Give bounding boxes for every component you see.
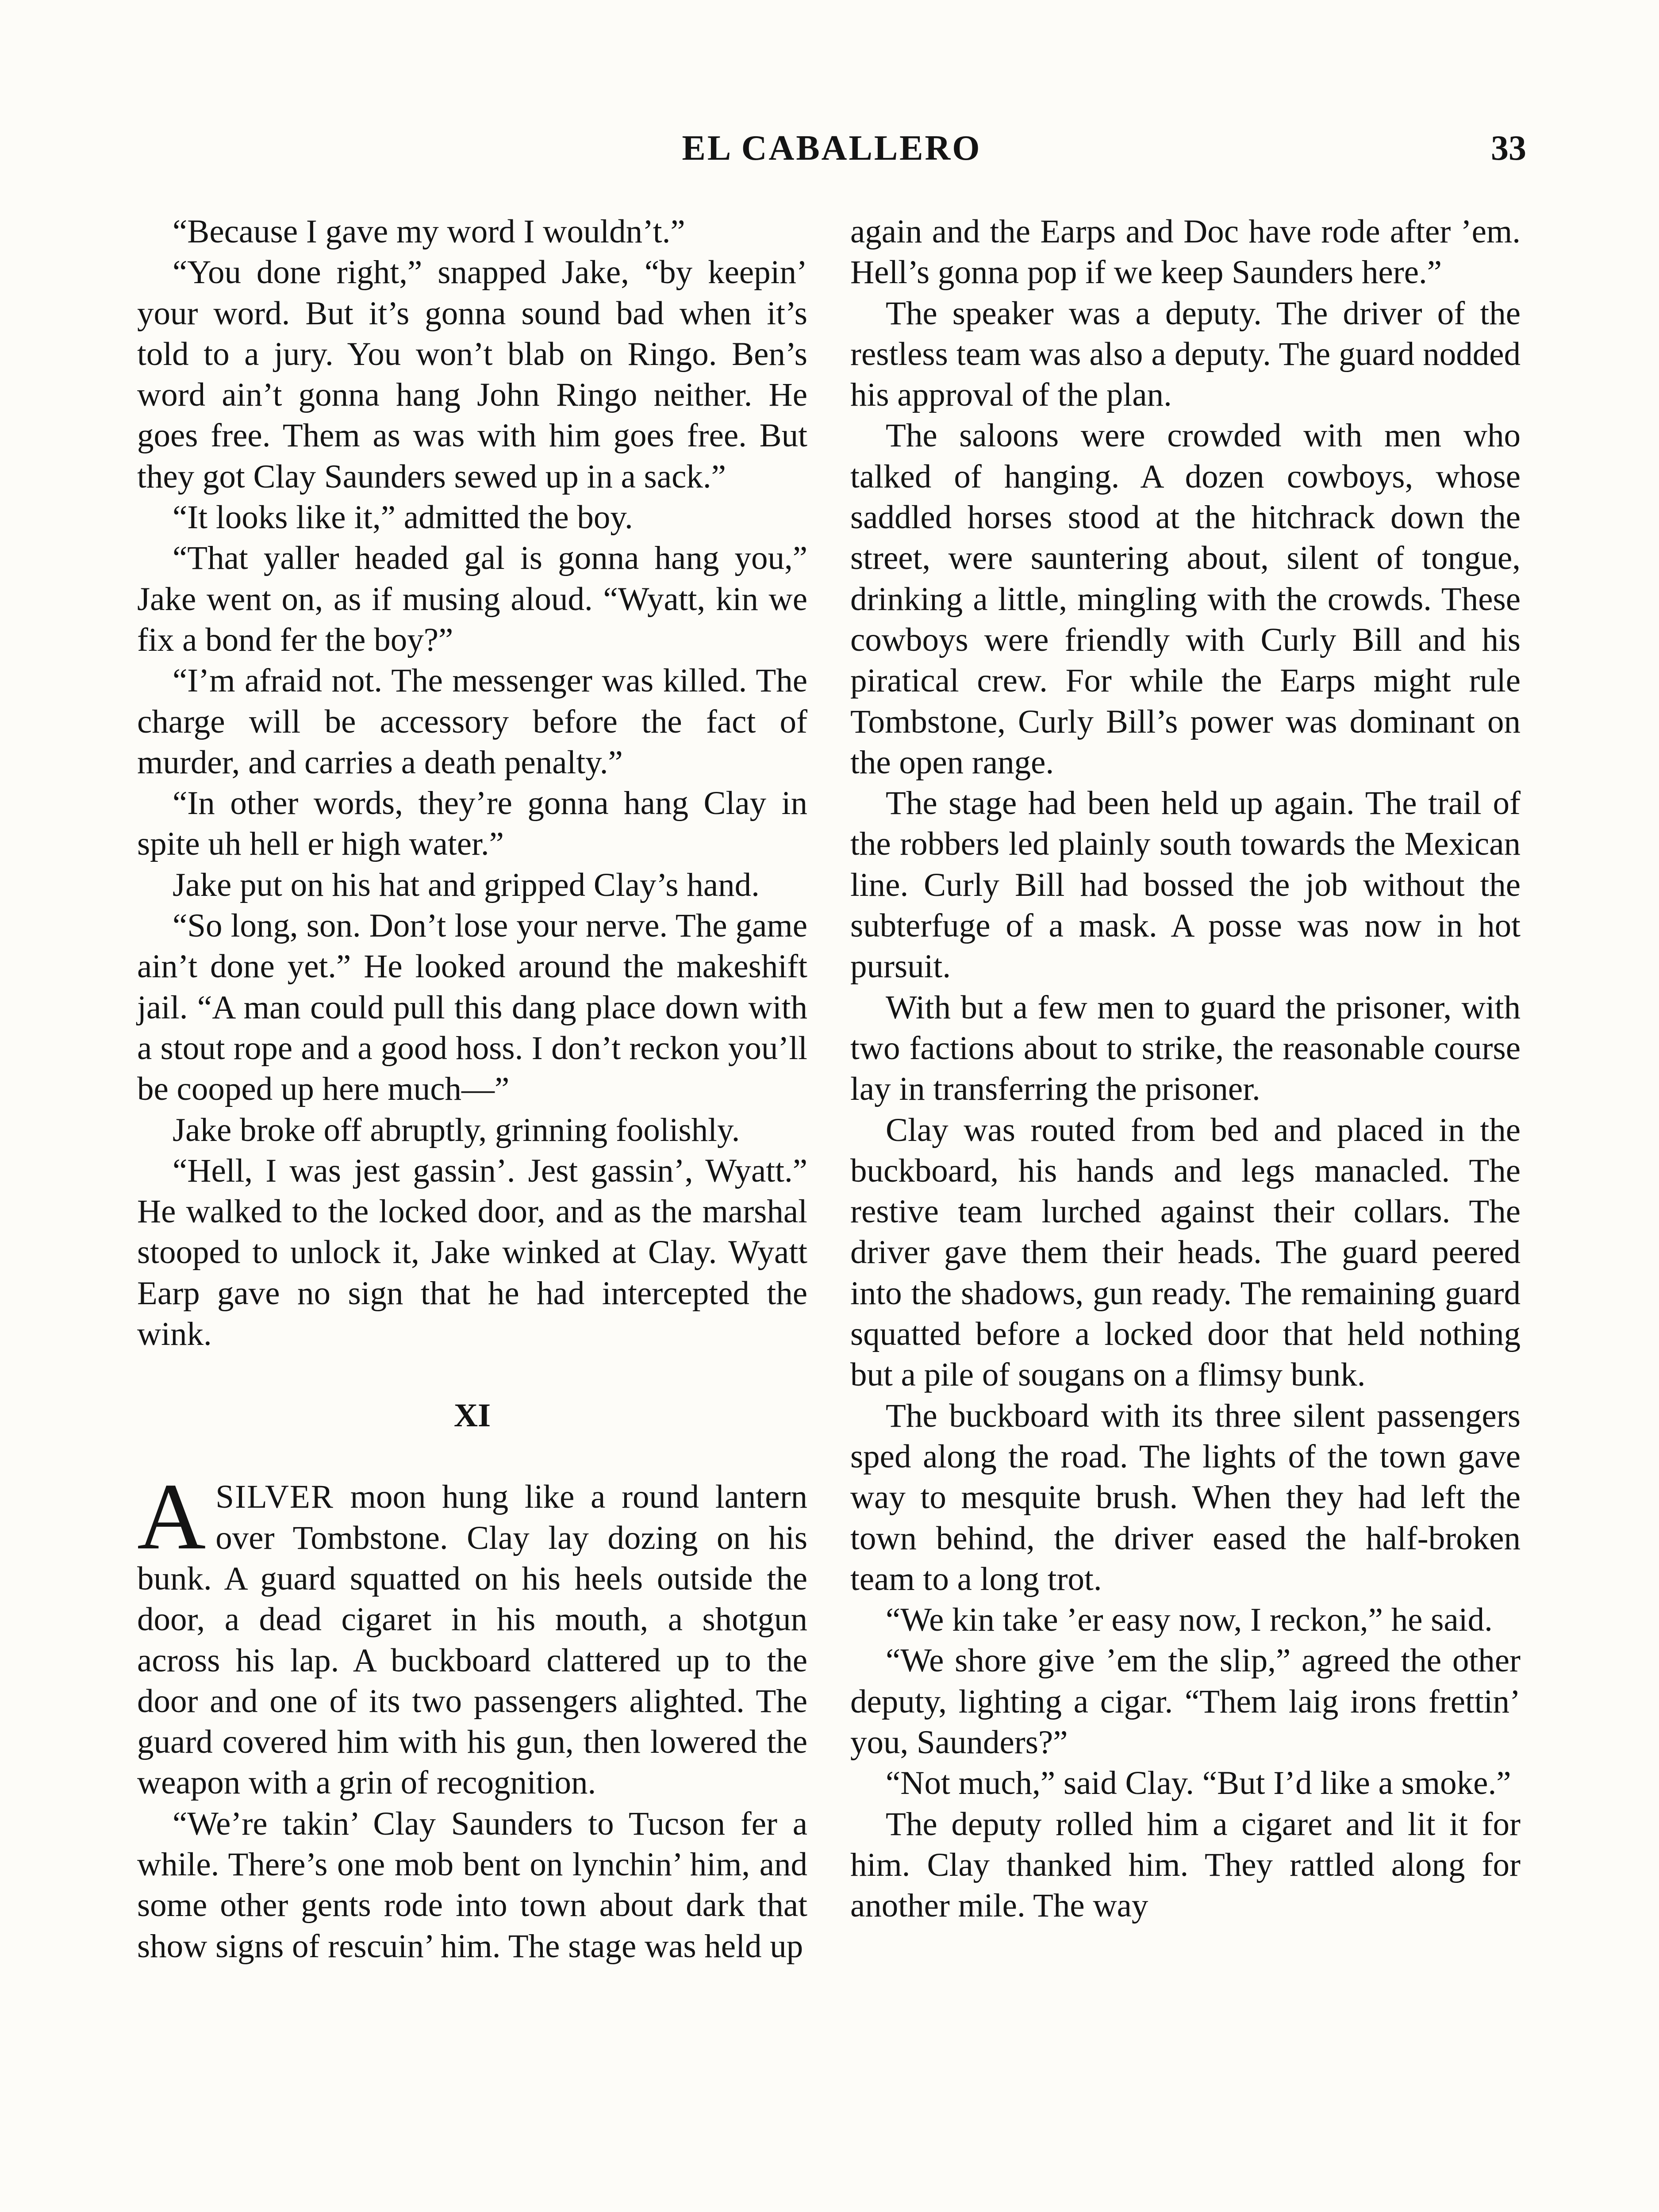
chapter-heading: XI bbox=[453, 1397, 491, 1434]
paragraph: Jake put on his hat and gripped Clay’s hand. bbox=[173, 866, 760, 903]
opening-smallcaps: SILVER bbox=[215, 1479, 334, 1516]
running-title: EL CABALLERO bbox=[682, 129, 982, 168]
paragraph: “We kin take ’er easy now, I reckon,” he said. bbox=[886, 1601, 1493, 1639]
drop-cap: A bbox=[137, 1463, 206, 1570]
opening-text: moon hung like a round lantern over Tombstone. Clay lay dozing on his bunk. A guard squatted on his heels outside the door, a dead cigaret in his mouth, a shotgun across his lap. A buckboard clattered up to the door and one of its two passengers alighted. The guard covered him with his gun, then lowered the weapon with a grin of recognition. bbox=[137, 1479, 807, 1801]
paragraph: Clay was routed from bed and placed in the buckboard, his hands and legs manacled. The restive team lurched against their collars. The driver gave them their heads. The guard peered into the shadows, gun ready. The remaining guard squatted before a locked door that held nothing but a pile of sougans on a flimsy bunk. bbox=[850, 1111, 1521, 1394]
paragraph: With but a few men to guard the prisoner, with two factions about to strike, the reasonable course lay in transferring the prisoner. bbox=[850, 989, 1521, 1108]
paragraph: The buckboard with its three silent passengers sped along the road. The lights of the town gave way to mesquite brush. When they had left the town behind, the driver eased the half-broken team to a long trot. bbox=[850, 1397, 1521, 1598]
paragraph: Jake broke off abruptly, grinning foolishly. bbox=[173, 1111, 740, 1148]
paragraph: The stage had been held up again. The trail of the robbers led plainly south towards the Mexican line. Curly Bill had bossed the job without the subterfuge of a mask. A posse was now in hot pursuit. bbox=[850, 785, 1521, 985]
chapter-opening-paragraph bbox=[137, 1463, 807, 1803]
paragraph: “Not much,” said Clay. “But I’d like a smoke.” bbox=[886, 1765, 1511, 1802]
page-header bbox=[137, 124, 1526, 173]
paragraph: The deputy rolled him a cigaret and lit it for him. Clay thanked him. They rattled along for another mile. The way bbox=[850, 1805, 1521, 1924]
paragraph: “That yaller headed gal is gonna hang you,” Jake went on, as if musing aloud. “Wyatt, kin we fix a bond fer the boy?” bbox=[137, 540, 807, 658]
continuation-paragraph: again and the Earps and Doc have rode after ’em. Hell’s gonna pop if we keep Saunders here.” bbox=[850, 213, 1521, 291]
paragraph: “Because I gave my word I wouldn’t.” bbox=[173, 213, 685, 250]
right-column bbox=[850, 211, 1521, 1926]
paragraph: “In other words, they’re gonna hang Clay in spite uh hell er high water.” bbox=[137, 785, 807, 863]
paragraph: “I’m afraid not. The messenger was killed. The charge will be accessory before the fact of murder, and carries a death penalty.” bbox=[137, 662, 807, 781]
paragraph: “It looks like it,” admitted the boy. bbox=[173, 499, 633, 536]
paragraph: “So long, son. Don’t lose your nerve. The game ain’t done yet.” He looked around the makeshift jail. “A man could pull this dang place down with a stout rope and a good hoss. I don’t reckon you’ll be cooped up here much—” bbox=[137, 907, 807, 1108]
paragraph: “Hell, I was jest gassin’. Jest gassin’, Wyatt.” He walked to the locked door, and as the marshal stooped to unlock it, Jake winked at Clay. Wyatt Earp gave no sign that he had intercepted the wink. bbox=[137, 1152, 807, 1353]
paragraph: The saloons were crowded with men who talked of hanging. A dozen cowboys, whose saddled horses stood at the hitchrack down the street, were sauntering about, silent of tongue, drinking a little, mingling with the crowds. These cowboys were friendly with Curly Bill and his piratical crew. For while the Earps might rule Tombstone, Curly Bill’s power was dominant on the open range. bbox=[850, 417, 1521, 781]
page-number: 33 bbox=[1491, 129, 1526, 168]
left-column bbox=[137, 211, 807, 1967]
paragraph: “We’re takin’ Clay Saunders to Tucson fer a while. There’s one mob bent on lynchin’ him, and some other gents rode into town about dark that show signs of rescuin’ him. The stage was held up bbox=[137, 1805, 807, 1965]
paragraph: “You done right,” snapped Jake, “by keepin’ your word. But it’s gonna sound bad when it’s told to a jury. You won’t blab on Ringo. Ben’s word ain’t gonna hang John Ringo neither. He goes free. Them as was with him goes free. But they got Clay Saunders sewed up in a sack.” bbox=[137, 254, 807, 495]
paragraph: The speaker was a deputy. The driver of the restless team was also a deputy. The guard nodded his approval of the plan. bbox=[850, 295, 1521, 414]
paragraph: “We shore give ’em the slip,” agreed the other deputy, lighting a cigar. “Them laig irons frettin’ you, Saunders?” bbox=[850, 1642, 1521, 1761]
